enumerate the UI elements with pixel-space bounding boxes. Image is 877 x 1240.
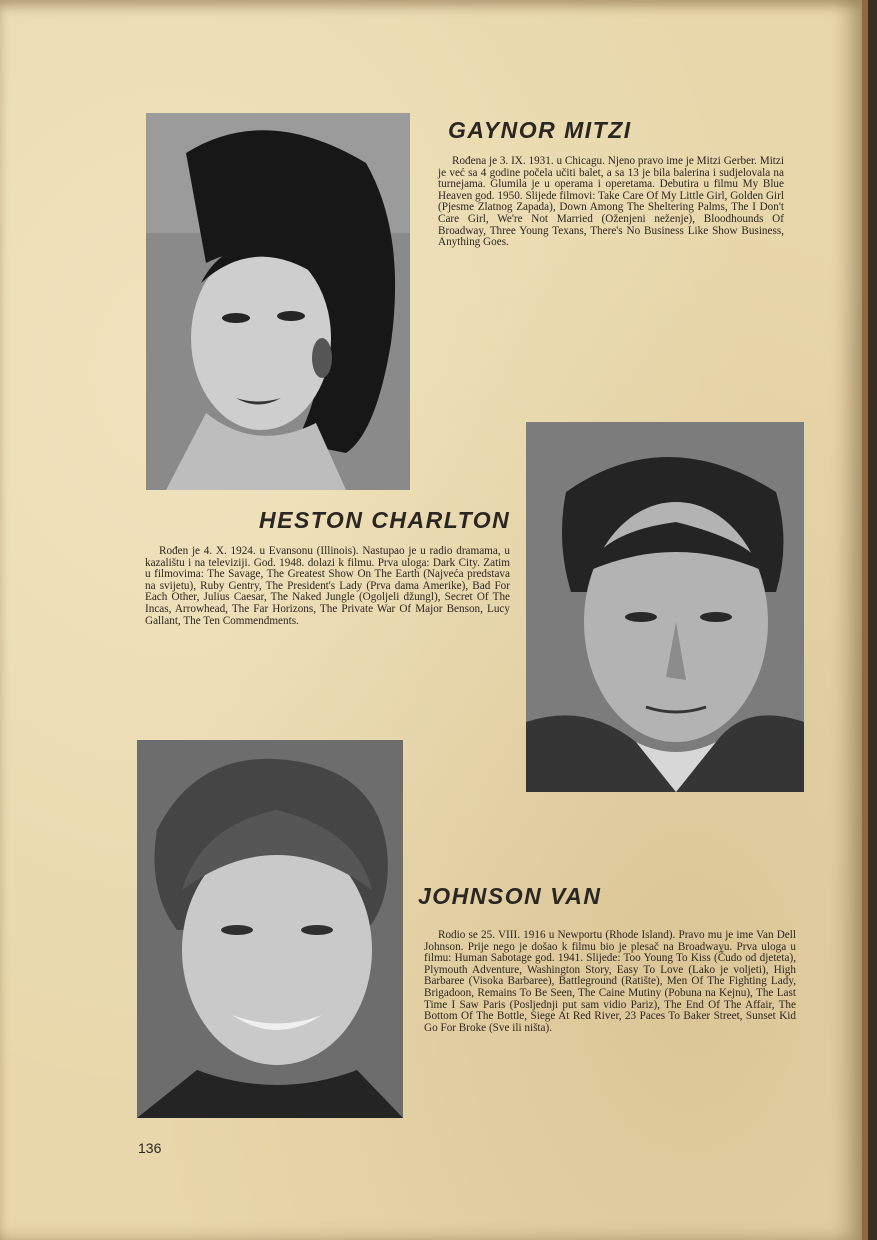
entry-heading-johnson: JOHNSON VAN: [418, 883, 602, 909]
page-number: 136: [138, 1140, 162, 1156]
portrait-photo-gaynor: [146, 113, 410, 490]
portrait-photo-johnson: [137, 740, 403, 1118]
entry-bio-johnson: Rodio se 25. VIII. 1916 u Newportu (Rhode Island). Pravo mu je ime Van Dell Johnson. Prije nego je došao k filmu bio je plesač na Broadwayu. Prva uloga u filmu: Human Sabotage god. 1941. Slijede: Too Young To Kiss (Čudo od djeteta), Plymouth Adventure, Washington Story, Easy To Love (Lako je voljeti), High Barbaree (Visoka Barbaree), Battleground (Ratište), Men Of The Fighting Lady, Brigadoon, Remains To Be Seen, The Caine Mutiny (Pobuna na Kejnu), The Last Time I Saw Paris (Posljednji put sam vidio Pariz), The End Of The Affair, The Bottom Of The Bottle, Siege At Red River, 23 Paces To Baker Street, Sunset Kid Go For Broke (Sve ili ništa).: [424, 929, 796, 1034]
portrait-photo-heston: [526, 422, 804, 792]
portrait-gaynor-art: [146, 113, 410, 490]
entry-heading-heston: HESTON CHARLTON: [259, 507, 511, 533]
entry-bio-heston: Rođen je 4. X. 1924. u Evansonu (Illinois). Nastupao je u radio dramama, u kazalištu i na televiziji. God. 1948. dolazi k filmu. Prva uloga: Dark City. Zatim u filmovima: The Savage, The Greatest Show On The Earth (Najveća predstava na svijetu), Ruby Gentry, The President's Lady (Prva dama Amerike), Bad For Each Other, Julius Caesar, The Naked Jungle (Ogoljeli džungl), Secret Of The Incas, Arrowhead, The Far Horizons, The Private War Of Major Benson, Lucy Gallant, The Ten Commendments.: [145, 545, 510, 627]
entry-heading-gaynor: GAYNOR MITZI: [448, 117, 632, 143]
portrait-heston-art: [526, 422, 804, 792]
entry-bio-gaynor: Rođena je 3. IX. 1931. u Chicagu. Njeno pravo ime je Mitzi Gerber. Mitzi je već sa 4 godine počela učiti balet, a sa 13 je bila balerina i sudjelovala na turnejama. Glumila je u operama i operetama. Debutira u filmu My Blue Heaven god. 1950. Slijede filmovi: Take Care Of My Little Girl, Golden Girl (Pjesme Zlatnog Zapada), Down Among The Sheltering Palms, The I Don't Care Girl, We're Not Married (Oženjeni neženje), Bloodhounds Of Broadway, Three Young Texans, There's No Business Like Show Business, Anything Goes.: [438, 155, 784, 249]
portrait-johnson-art: [137, 740, 403, 1118]
